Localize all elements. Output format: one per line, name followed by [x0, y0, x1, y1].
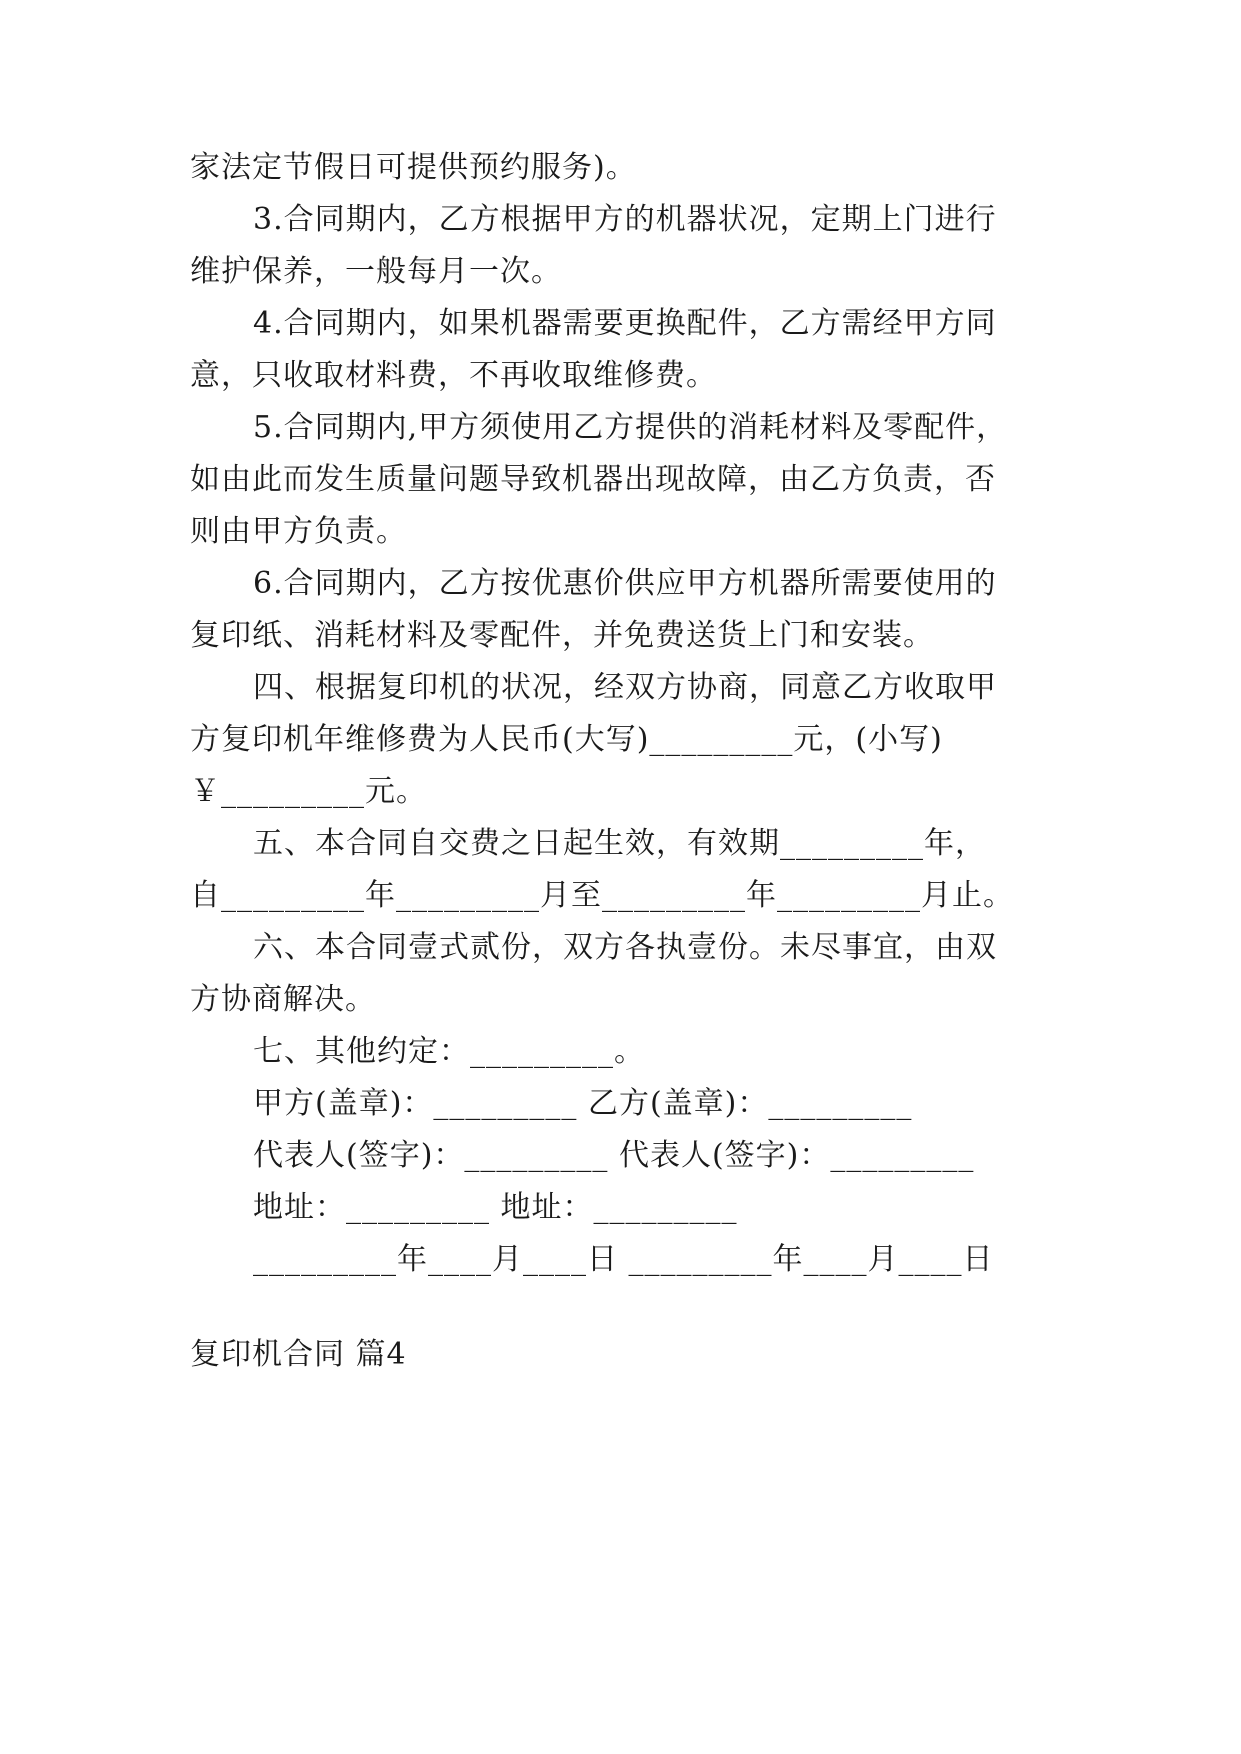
- paragraph-line: 4.合同期内，如果机器需要更换配件，乙方需经甲方同: [253, 306, 997, 341]
- paragraph-line: 维护保养，一般每月一次。: [190, 254, 562, 289]
- paragraph-line: 3.合同期内，乙方根据甲方的机器状况，定期上门进行: [253, 202, 997, 237]
- paragraph-line: 方复印机年维修费为人民币(大写)_________元，(小写): [190, 722, 943, 757]
- paragraph-line: 家法定节假日可提供预约服务)。: [190, 150, 637, 185]
- paragraph-line: 如由此而发生质量问题导致机器出现故障，由乙方负责，否: [190, 462, 996, 497]
- paragraph-line: 七、其他约定：_________。: [253, 1034, 645, 1069]
- signature-line: 代表人(签字)：_________ 代表人(签字)：_________: [253, 1138, 975, 1173]
- paragraph-line: 意，只收取材料费，不再收取维修费。: [190, 358, 717, 393]
- paragraph-line: 自_________年_________月至_________年_________月止。: [190, 878, 1014, 913]
- signature-line: 地址：_________ 地址：_________: [253, 1190, 738, 1225]
- paragraph-line: 复印纸、消耗材料及零配件，并免费送货上门和安装。: [190, 618, 934, 653]
- paragraph-line: 则由甲方负责。: [190, 514, 407, 549]
- section-title: 复印机合同 篇4: [190, 1337, 407, 1372]
- date-line: _________年____月____日 _________年____月____日: [253, 1242, 994, 1277]
- paragraph-line: 6.合同期内，乙方按优惠价供应甲方机器所需要使用的: [253, 566, 997, 601]
- signature-line: 甲方(盖章)：_________ 乙方(盖章)：_________: [253, 1086, 913, 1121]
- paragraph-line: 四、根据复印机的状况，经双方协商，同意乙方收取甲: [253, 670, 997, 705]
- paragraph-line: 五、本合同自交费之日起生效，有效期_________年，: [253, 826, 986, 861]
- paragraph-line: 方协商解决。: [190, 982, 376, 1017]
- paragraph-line: ￥_________元。: [190, 774, 427, 809]
- paragraph-line: 六、本合同壹式贰份，双方各执壹份。未尽事宜，由双: [253, 930, 997, 965]
- paragraph-line: 5.合同期内,甲方须使用乙方提供的消耗材料及零配件，: [253, 410, 1008, 445]
